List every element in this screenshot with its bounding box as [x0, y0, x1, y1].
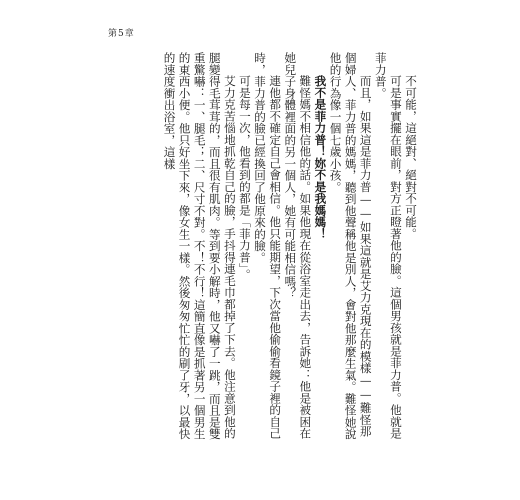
paragraph-5: 難怪媽不相信他的話。如果他現在從浴室走出去，告訴她：他是被困在她兒子身體裡面的另一個人，她有可能相信嗎？ — [283, 52, 313, 440]
paragraph-4: 我不是菲力普！妳不是我媽媽！ — [313, 75, 328, 240]
page-number: 第5章 — [108, 29, 135, 39]
paragraph-2: 可是事實擺在眼前，對方正瞪著他的臉。這個男孩就是菲力普。他就是菲力普。 — [373, 52, 403, 440]
body-text — [96, 52, 418, 448]
paragraph-3: 而且，如果這是菲力普——如果這就是艾力克現在的模樣——難怪那個婦人、菲力普的媽媽，聽到他聲稱他是別人，會對他那麼生氣。難怪她說他的行為像一個七歲小孩。 — [328, 52, 373, 440]
paragraph-1: 不可能，這絕對、絕對不可能。 — [404, 75, 418, 240]
paragraph-7: 可是每一次，他看到的都是「菲力普」。 — [237, 75, 252, 281]
paragraph-8: 艾力克苦惱地抓乾自己的臉，手抖得連毛巾都掉了下去。他注意到他的腿變得毛茸茸的，而且很有肌肉。等到要小解時，他又嚇了一跳，而且是雙重驚嚇：一、腿毛；二、尺寸不對。不！不行！這簡直像是抓著另一個男生的東西小便。他只好坐下來，像女生一樣。然後匆匆忙忙的刷了牙，以最快的速度衝出浴室，這樣 — [162, 52, 237, 440]
paragraph-6: 連他都不確定自己會相信。他只能期望，下次當他偷偷看鏡子裡的自己時，菲力普的臉已經換回了他原來的臉。 — [253, 52, 283, 440]
